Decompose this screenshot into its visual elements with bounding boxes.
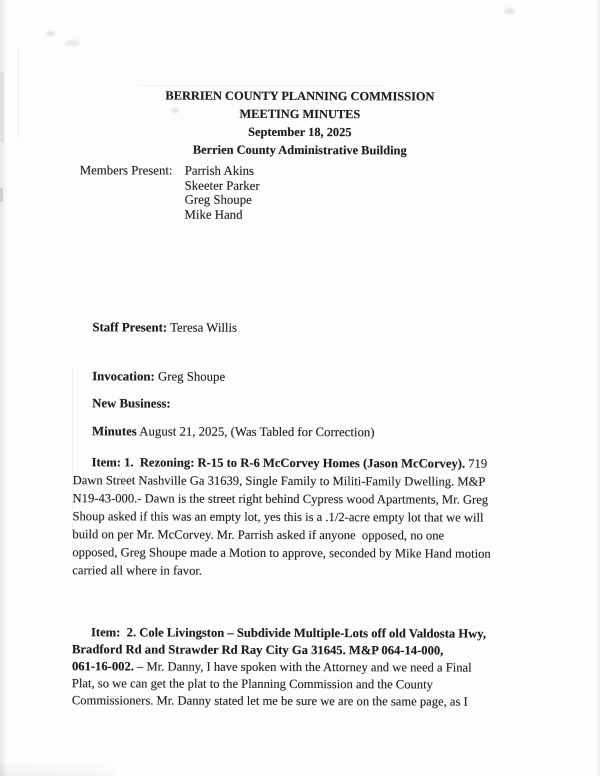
staff-present-line [73, 303, 237, 352]
item-1-paragraph [72, 435, 491, 598]
members-present-section [80, 163, 260, 222]
header-meeting-date: September 18, 2025 [248, 124, 352, 140]
minutes-label: Minutes [91, 424, 137, 439]
item-2-paragraph [72, 607, 486, 727]
header-commission-title: BERRIEN COUNTY PLANNING COMMISSION [165, 88, 435, 104]
minutes-value: August 21, 2025, (Was Tabled for Correction) [136, 424, 375, 440]
header-building-name: Berrien County Administrative Building [192, 142, 407, 158]
members-present-label: Members Present: [79, 163, 173, 178]
item-2-body: – Mr. Danny, I have spoken with the Attorney and we need a Final Plat, so we can get the plat to the Planning Commission and the County Commissioners. Mr. Danny stated let me be sure we are on the same page, as I [71, 659, 472, 709]
item-1-body: 719 Dawn Street Nashville Ga 31639, Single Family to Militi-Family Dwelling. M&P N19-43-000.- Dawn is the street right behind Cypress wood Apartments, Mr. Greg Shoup asked if this was an empty lot, yes this is a .1/2-acre empty lot that we will build on per Mr. McCorvey. Mr. Parrish asked if anyone opposed, no one opposed, Greg Shoupe made a Motion to approve, seconded by Mike Hand motion carried all where in favor. [72, 456, 491, 578]
staff-present-label: Staff Present: [92, 320, 168, 335]
new-business-label: New Business: [92, 396, 171, 411]
document-header [0, 86, 600, 160]
members-present-names: Parrish Akins Skeeter Parker Greg Shoupe Mike Hand [184, 163, 260, 222]
invocation-value: Greg Shoupe [154, 369, 226, 384]
invocation-label: Invocation: [92, 369, 155, 384]
item-2-heading: Item: 2. Cole Livingston – Subdivide Multiple-Lots off old Valdosta Hwy, Bradford Rd and Strawder Rd Ray City Ga 31645. M&P 064-14-000, 061-16-002. [71, 624, 487, 674]
staff-present-value: Teresa Willis [167, 320, 238, 335]
header-meeting-minutes: MEETING MINUTES [239, 106, 361, 122]
item-1-heading: Item: 1. Rezoning: R-15 to R-6 McCorvey Homes (Jason McCorvey). [91, 454, 466, 471]
